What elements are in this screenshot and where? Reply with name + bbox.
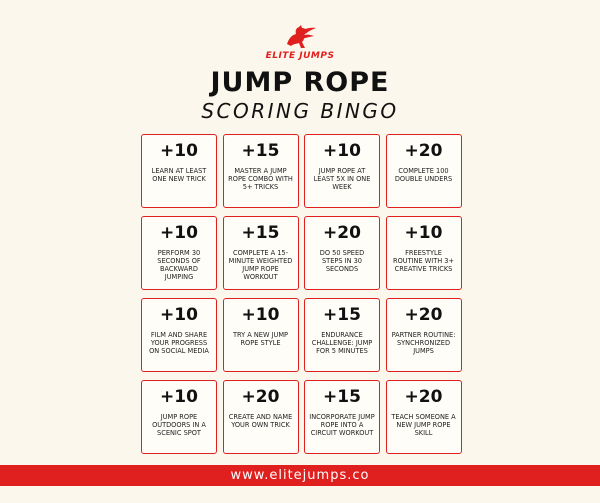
- bingo-cell: [223, 380, 299, 454]
- bingo-cell: [223, 298, 299, 372]
- bingo-cell: [223, 216, 299, 290]
- cell-text: MASTER A JUMP ROPE COMBO WITH 5+ TRICKS: [228, 167, 293, 191]
- footer-bar: [0, 465, 600, 486]
- bingo-cell: [304, 298, 380, 372]
- page-title: JUMP ROPE: [210, 67, 390, 98]
- cell-text: PERFORM 30 SECONDS OF BACKWARD JUMPING: [157, 249, 201, 281]
- cell-points: +15: [241, 141, 280, 161]
- brand-name: ELITE JUMPS: [265, 51, 335, 61]
- cell-text: DO 50 SPEED STEPS IN 30 SECONDS: [319, 249, 365, 273]
- cell-points: +10: [160, 223, 198, 243]
- bingo-cell: [386, 216, 462, 290]
- cell-text: FREESTYLE ROUTINE WITH 3+ CREATIVE TRICKS: [392, 249, 455, 273]
- cell-points: +20: [404, 387, 443, 407]
- cell-text: INCORPORATE JUMP ROPE INTO A CIRCUIT WORKOUT: [309, 413, 375, 437]
- cell-text: JUMP ROPE AT LEAST 5X IN ONE WEEK: [313, 167, 371, 191]
- cell-points: +10: [404, 223, 443, 243]
- brand-logo: [0, 24, 600, 61]
- bingo-cell: [304, 216, 380, 290]
- bingo-cell: [223, 134, 299, 208]
- cell-text: TEACH SOMEONE A NEW JUMP ROPE SKILL: [391, 413, 456, 437]
- bingo-cell: [141, 298, 217, 372]
- bingo-cell: [141, 380, 217, 454]
- bingo-cell: [141, 216, 217, 290]
- bingo-grid: [141, 134, 462, 454]
- cell-points: +20: [404, 305, 443, 325]
- winged-horse-icon: [283, 24, 317, 50]
- cell-points: +20: [404, 141, 443, 161]
- cell-points: +15: [241, 223, 280, 243]
- cell-text: JUMP ROPE OUTDOORS IN A SCENIC SPOT: [152, 413, 206, 437]
- cell-points: +10: [160, 305, 198, 325]
- cell-text: LEARN AT LEAST ONE NEW TRICK: [151, 167, 207, 183]
- bingo-cell: [386, 134, 462, 208]
- website-link[interactable]: www.elitejumps.co: [230, 468, 370, 483]
- bingo-cell: [304, 134, 380, 208]
- bingo-cell: [304, 380, 380, 454]
- bingo-cell: [386, 298, 462, 372]
- cell-points: +20: [323, 223, 361, 243]
- cell-points: +10: [160, 387, 198, 407]
- cell-text: CREATE AND NAME YOUR OWN TRICK: [228, 413, 293, 429]
- cell-text: COMPLETE A 15-MINUTE WEIGHTED JUMP ROPE WORKOUT: [228, 249, 293, 281]
- cell-text: PARTNER ROUTINE: SYNCHRONIZED JUMPS: [391, 331, 456, 355]
- cell-points: +15: [323, 387, 361, 407]
- cell-points: +10: [160, 141, 198, 161]
- cell-points: +10: [323, 141, 361, 161]
- cell-points: +10: [241, 305, 280, 325]
- bingo-cell: [141, 134, 217, 208]
- page-subtitle: SCORING BINGO: [201, 99, 399, 123]
- bingo-cell: [386, 380, 462, 454]
- cell-text: FILM AND SHARE YOUR PROGRESS ON SOCIAL MEDIA: [149, 331, 209, 355]
- cell-text: COMPLETE 100 DOUBLE UNDERS: [394, 167, 453, 183]
- cell-points: +15: [323, 305, 361, 325]
- cell-text: ENDURANCE CHALLENGE: JUMP FOR 5 MINUTES: [311, 331, 373, 355]
- cell-points: +20: [241, 387, 280, 407]
- cell-text: TRY A NEW JUMP ROPE STYLE: [232, 331, 289, 347]
